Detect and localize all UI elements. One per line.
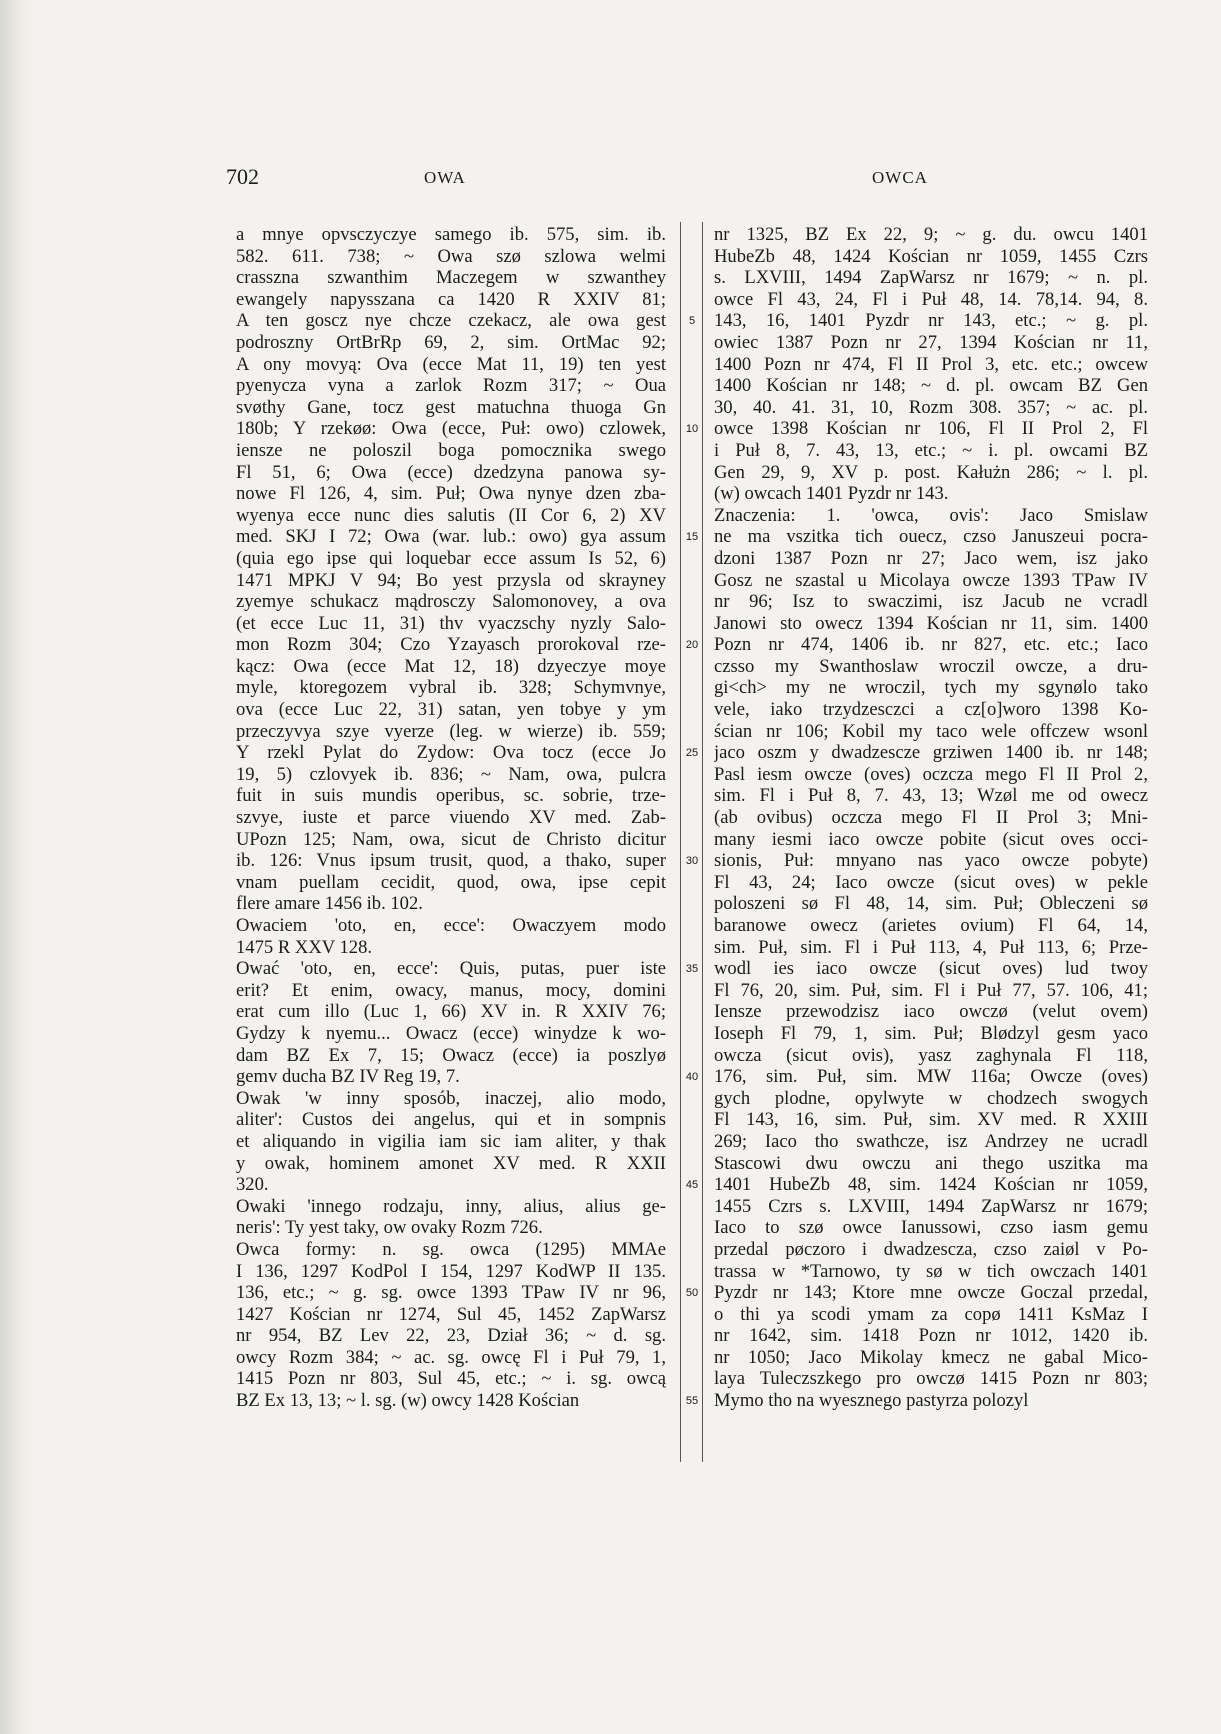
left-column bbox=[236, 224, 666, 1412]
text-line: Fl 143, 16, sim. Puł, sim. XV med. R XXIII bbox=[714, 1109, 1148, 1131]
line-number: 15 bbox=[685, 531, 699, 544]
line-number: 45 bbox=[685, 1179, 699, 1192]
text-line: BZ Ex 13, 13; ~ l. sg. (w) owcy 1428 Kościan bbox=[236, 1390, 580, 1412]
text-line: 1455 Czrs s. LXVIII, 1494 ZapWarsz nr 1679; bbox=[714, 1195, 1148, 1217]
text-line: a mnye opvsczyczye samego ib. 575, sim. ib. bbox=[236, 224, 666, 245]
text-line: aliter': Custos dei angelus, qui et in sompnis bbox=[236, 1109, 666, 1131]
line-number: 5 bbox=[688, 315, 696, 328]
page-number: 702 bbox=[226, 164, 259, 189]
running-head-left: OWA bbox=[424, 168, 466, 187]
text-line: sim. Fl i Puł 8, 7. 43, 13; Wzøl me od owecz bbox=[714, 785, 1148, 807]
text-line: jaco oszm y dwadzescze grziwen 1400 ib. nr 148; bbox=[714, 742, 1148, 764]
text-line: 582. 611. 738; ~ Owa szø szlowa welmi bbox=[236, 245, 666, 267]
text-line: Owak 'w inny sposób, inaczej, alio modo, bbox=[236, 1087, 666, 1109]
line-number: 40 bbox=[685, 1071, 699, 1084]
text-line: iensze ne poloszil boga pomocznika swego bbox=[236, 439, 666, 461]
text-line: (et ecce Luc 11, 31) thv vyaczschy nyzly Salo- bbox=[236, 612, 666, 634]
text-line: myle, ktoregozem vybral ib. 328; Schymvnye, bbox=[236, 677, 666, 699]
text-line: i Puł 8, 7. 43, 13, etc.; ~ i. pl. owcami BZ bbox=[714, 439, 1148, 461]
text-line: 180b; Y rzekøø: Owa (ecce, Puł: owo) czlowek, bbox=[236, 418, 666, 440]
text-line: vnam puellam cecidit, quod, owa, ipse cepit bbox=[236, 871, 666, 893]
text-line: przedal pøczoro i dwadzescza, czso zaiøl v Po- bbox=[714, 1238, 1148, 1260]
text-line: przeczyvya szye vyerze (leg. w wierze) ib. 559; bbox=[236, 720, 666, 742]
text-line: wodl ies iaco owcze (sicut oves) lud twoy bbox=[714, 958, 1148, 980]
line-number: 20 bbox=[685, 639, 699, 652]
text-line: 320. bbox=[236, 1174, 269, 1196]
text-line: Gosz ne szastal u Micolaya owcze 1393 TPaw IV bbox=[714, 569, 1148, 591]
text-line: zyemye schukacz mądrosczy Salomonovey, a ova bbox=[236, 591, 666, 613]
text-line: Fl 51, 6; Owa (ecce) dzedzyna panowa sy- bbox=[236, 461, 666, 483]
text-line: Pasl iesm owcze (oves) oczcza mego Fl II Prol 2, bbox=[714, 763, 1148, 785]
text-line: nr 1325, BZ Ex 22, 9; ~ g. du. owcu 1401 bbox=[714, 224, 1148, 245]
text-line: vele, iako trzydzesczci a cz[o]woro 1398 Ko- bbox=[714, 699, 1148, 721]
text-line: 1415 Pozn nr 803, Sul 45, etc.; ~ i. sg. owcą bbox=[236, 1368, 666, 1390]
scan-edge-shadow bbox=[0, 0, 34, 1734]
text-line: gych plodne, opylwyte w chodzech swogych bbox=[714, 1087, 1148, 1109]
text-line: 1400 Kościan nr 148; ~ d. pl. owcam BZ Gen bbox=[714, 375, 1148, 397]
text-line: Pozn nr 474, 1406 ib. nr 827, etc. etc.; Iaco bbox=[714, 634, 1148, 656]
text-line: podroszny OrtBrRp 69, 2, sim. OrtMac 92; bbox=[236, 331, 666, 353]
text-line: 30, 40. 41. 31, 10, Rozm 308. 357; ~ ac. pl. bbox=[714, 396, 1148, 418]
text-line: nr 1642, sim. 1418 Pozn nr 1012, 1420 ib. bbox=[714, 1325, 1148, 1347]
text-line: pyenycza vyna a zarlok Rozm 317; ~ Oua bbox=[236, 375, 666, 397]
text-line: Gydzy k nyemu... Owacz (ecce) winydze k wo- bbox=[236, 1022, 666, 1044]
text-line: 1401 HubeZb 48, sim. 1424 Kościan nr 1059, bbox=[714, 1174, 1148, 1196]
text-line: owiec 1387 Pozn nr 27, 1394 Kościan nr 11, bbox=[714, 331, 1148, 353]
text-line: et aliquando in vigilia iam sic iam aliter, y thak bbox=[236, 1130, 666, 1152]
text-line: ib. 126: Vnus ipsum trusit, quod, a thako, super bbox=[236, 850, 666, 872]
text-line: 1400 Pozn nr 474, Fl II Prol 3, etc. etc.; owcew bbox=[714, 353, 1148, 375]
text-line: erat cum illo (Luc 1, 66) XV in. R XXIV 76; bbox=[236, 1001, 666, 1023]
text-line: trassa w *Tarnowo, ty sø w tich owczach 1401 bbox=[714, 1260, 1148, 1282]
text-line: owce 1398 Kościan nr 106, Fl II Prol 2, Fl bbox=[714, 418, 1148, 440]
text-line: baranowe owecz (arietes ovium) Fl 64, 14, bbox=[714, 915, 1148, 936]
text-line: crasszna szwanthim Maczegem w szwanthey bbox=[236, 267, 666, 289]
text-line: Iaco to szø owce Ianussowi, czso iasm gemu bbox=[714, 1217, 1148, 1239]
text-line: Gen 29, 9, XV p. post. Kałużn 286; ~ l. pl. bbox=[714, 461, 1148, 483]
text-line: dam BZ Ex 7, 15; Owacz (ecce) ia poszlyø bbox=[236, 1044, 666, 1066]
text-line: med. SKJ I 72; Owa (war. lub.: owo) gya assum bbox=[236, 526, 666, 548]
text-line: o thi ya scodi ymam za copø 1411 KsMaz I bbox=[714, 1303, 1148, 1325]
column-rule-right bbox=[702, 222, 703, 1462]
text-line: laya Tuleczszkego pro owczø 1415 Pozn nr 803; bbox=[714, 1368, 1148, 1390]
running-head-right: OWCA bbox=[872, 168, 928, 187]
text-line: nowe Fl 126, 4, sim. Puł; Owa nynye dzen zba- bbox=[236, 483, 666, 505]
line-number: 30 bbox=[685, 855, 699, 868]
text-line: 269; Iaco tho swathcze, isz Andrzey ne ucradl bbox=[714, 1130, 1148, 1152]
text-line: 176, sim. Puł, sim. MW 116a; Owcze (oves) bbox=[714, 1066, 1148, 1088]
text-line: 143, 16, 1401 Pyzdr nr 143, etc.; ~ g. pl. bbox=[714, 310, 1148, 332]
text-line: nr 1050; Jaco Mikolay kmecz ne gabal Mico- bbox=[714, 1346, 1148, 1368]
text-line: szvye, iuste et parce viuendo XV med. Zab- bbox=[236, 807, 666, 829]
text-line: A ony movyą: Ova (ecce Mat 11, 19) ten yest bbox=[236, 353, 666, 375]
text-line: Stascowi dwu owczu ani thego uszitka ma bbox=[714, 1152, 1148, 1174]
text-line: Owaki 'innego rodzaju, inny, alius, alius ge- bbox=[236, 1195, 666, 1217]
text-line: Owaciem 'oto, en, ecce': Owaczyem modo bbox=[236, 915, 666, 936]
column-rule-left bbox=[680, 222, 681, 1462]
text-line: 1475 R XXV 128. bbox=[236, 936, 373, 958]
text-line: Fl 76, 20, sim. Puł, sim. Fl i Puł 77, 57. 106, 41; bbox=[714, 979, 1148, 1001]
text-line: UPozn 125; Nam, owa, sicut de Christo dicitur bbox=[236, 828, 666, 850]
text-line: nr 96; Isz to swaczimi, isz Jacub ne vcradl bbox=[714, 591, 1148, 613]
text-line: mon Rozm 304; Czo Yzayasch prorokoval rze- bbox=[236, 634, 666, 656]
text-line: Fl 43, 24; Iaco owcze (sicut oves) w pekle bbox=[714, 871, 1148, 893]
text-line: nr 954, BZ Lev 22, 23, Dział 36; ~ d. sg. bbox=[236, 1325, 666, 1347]
text-line: Iensze przewodzisz iaco owczø (velut ovem) bbox=[714, 1001, 1148, 1023]
line-number: 50 bbox=[685, 1287, 699, 1300]
text-line: flere amare 1456 ib. 102. bbox=[236, 893, 423, 915]
line-number: 55 bbox=[685, 1395, 699, 1408]
text-line: (w) owcach 1401 Pyzdr nr 143. bbox=[714, 483, 949, 505]
text-line: Y rzekl Pylat do Zydow: Ova tocz (ecce Jo bbox=[236, 742, 666, 764]
text-line: Janowi sto owecz 1394 Kościan nr 11, sim. 1400 bbox=[714, 612, 1148, 634]
text-line: dzoni 1387 Pozn nr 27; Jaco wem, isz jako bbox=[714, 547, 1148, 569]
text-line: Pyzdr nr 143; Ktore mne owcze Goczal przedal, bbox=[714, 1282, 1148, 1304]
text-line: A ten goscz nye chcze czekacz, ale owa gest bbox=[236, 310, 666, 332]
text-line: kącz: Owa (ecce Mat 12, 18) dzyeczye moye bbox=[236, 655, 666, 677]
line-number: 25 bbox=[685, 747, 699, 760]
text-line: svøthy Gane, tocz gest matuchna thuoga Gn bbox=[236, 396, 666, 418]
text-line: neris': Ty yest taky, ow ovaky Rozm 726. bbox=[236, 1217, 543, 1239]
text-line: owcza (sicut ovis), yasz zaghynala Fl 118, bbox=[714, 1044, 1148, 1066]
text-line: HubeZb 48, 1424 Kościan nr 1059, 1455 Czrs bbox=[714, 245, 1148, 267]
text-line: Owca formy: n. sg. owca (1295) MMAe bbox=[236, 1238, 666, 1260]
text-line: wyenya ecce nunc dies salutis (II Cor 6, 2) XV bbox=[236, 504, 666, 526]
text-line: czsso my Swanthoslaw wroczil owcze, a dru- bbox=[714, 655, 1148, 677]
text-line: y owak, hominem amonet XV med. R XXII bbox=[236, 1152, 666, 1174]
text-line: many iesmi iaco owcze pobite (sicut oves occi- bbox=[714, 828, 1148, 850]
line-number: 35 bbox=[685, 963, 699, 976]
text-line: ścian nr 106; Kobil my taco wele offczew wsonl bbox=[714, 720, 1148, 742]
text-line: s. LXVIII, 1494 ZapWarsz nr 1679; ~ n. pl. bbox=[714, 267, 1148, 289]
text-line: Ioseph Fl 79, 1, sim. Puł; Blødzyl gesm yaco bbox=[714, 1022, 1148, 1044]
text-line: Ować 'oto, en, ecce': Quis, putas, puer iste bbox=[236, 958, 666, 980]
text-line: I 136, 1297 KodPol I 154, 1297 KodWP II 135. bbox=[236, 1260, 666, 1282]
right-column bbox=[714, 224, 1148, 1412]
text-line: 1471 MPKJ V 94; Bo yest przysla od skrayney bbox=[236, 569, 666, 591]
text-line: gi<ch> my ne wroczil, tych my sgynølo tako bbox=[714, 677, 1148, 699]
text-line: poloszeni sø Fl 48, 14, sim. Puł; Obleczeni sø bbox=[714, 893, 1148, 915]
line-number: 10 bbox=[685, 423, 699, 436]
text-line: gemv ducha BZ IV Reg 19, 7. bbox=[236, 1066, 460, 1088]
text-line: ne ma vszitka tich ouecz, czso Januszeui pocra- bbox=[714, 526, 1148, 548]
text-line: ewangely napysszana ca 1420 R XXIV 81; bbox=[236, 288, 666, 310]
text-line: erit? Et enim, owacy, manus, mocy, domini bbox=[236, 979, 666, 1001]
text-line: fuit in suis mundis operibus, sc. sobrie, trze- bbox=[236, 785, 666, 807]
text-line: ova (ecce Luc 22, 31) satan, yen tobye y ym bbox=[236, 699, 666, 721]
text-line: sionis, Puł: mnyano nas yaco owcze pobyte) bbox=[714, 850, 1148, 872]
text-line: 136, etc.; ~ g. sg. owce 1393 TPaw IV nr 96, bbox=[236, 1282, 666, 1304]
text-line: sim. Puł, sim. Fl i Puł 113, 4, Puł 113, 6; Prze- bbox=[714, 936, 1148, 958]
text-line: (ab ovibus) oczcza mego Fl II Prol 3; Mni- bbox=[714, 807, 1148, 829]
text-line: owcy Rozm 384; ~ ac. sg. owcę Fl i Puł 79, 1, bbox=[236, 1346, 666, 1368]
text-line: owce Fl 43, 24, Fl i Puł 48, 14. 78,14. 94, 8. bbox=[714, 288, 1148, 310]
text-line: Mymo tho na wyesznego pastyrza polozyl bbox=[714, 1390, 1029, 1412]
text-line: 1427 Kościan nr 1274, Sul 45, 1452 ZapWarsz bbox=[236, 1303, 666, 1325]
text-line: (quia ego ipse qui loquebar ecce assum Is 52, 6) bbox=[236, 547, 666, 569]
text-line: 19, 5) czlovyek ib. 836; ~ Nam, owa, pulcra bbox=[236, 763, 666, 785]
text-line: Znaczenia: 1. 'owca, ovis': Jaco Smislaw bbox=[714, 504, 1148, 526]
